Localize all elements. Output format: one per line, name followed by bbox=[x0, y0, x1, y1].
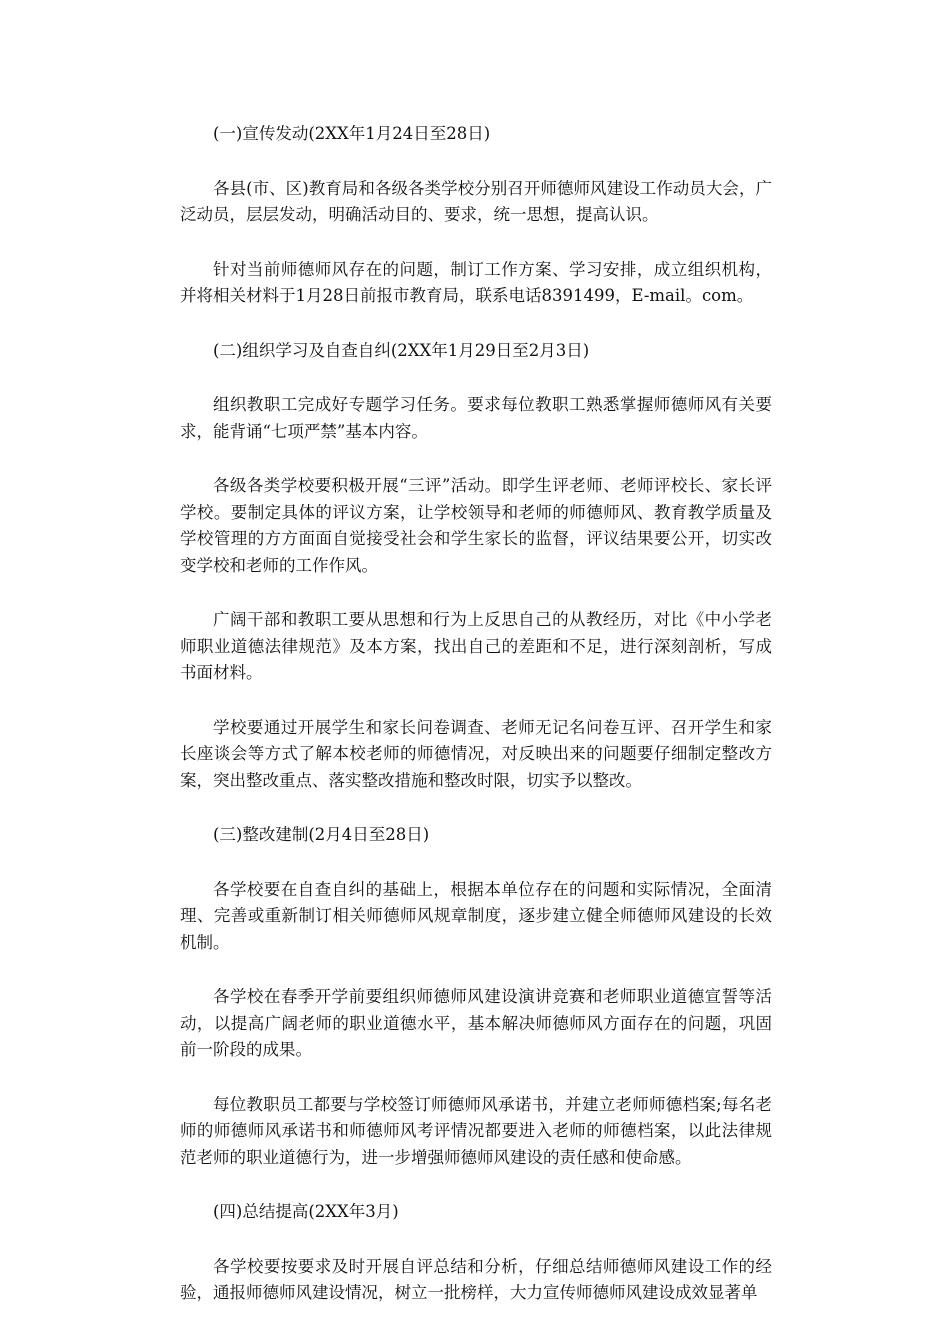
body-paragraph: 各学校要按要求及时开展自评总结和分析，仔细总结师德师风建设工作的经验，通报师德师风建设情况，树立一批榜样，大力宣传师德师风建设成效显著单 bbox=[180, 1256, 772, 1302]
body-paragraph: 组织教职工完成好专题学习任务。要求每位教职工熟悉掌握师德师风有关要求，能背诵“七项严禁”基本内容。 bbox=[180, 395, 772, 441]
section-heading-rectification: (三)整改建制(2月4日至28日) bbox=[213, 825, 430, 844]
body-paragraph: 各学校在春季开学前要组织师德师风建设演讲竞赛和老师职业道德宣誓等活动，以提高广阔老师的职业道德水平，基本解决师德师风方面存在的问题，巩固前一阶段的成果。 bbox=[180, 987, 772, 1059]
body-paragraph: 各县(市、区)教育局和各级各类学校分别召开师德师风建设工作动员大会，广泛动员，层层发动，明确活动目的、要求，统一思想，提高认识。 bbox=[180, 178, 772, 224]
section-heading-study: (二)组织学习及自查自纠(2XX年1月29日至2月3日) bbox=[213, 340, 590, 360]
body-paragraph: 学校要通过开展学生和家长问卷调查、老师无记名问卷互评、召开学生和家长座谈会等方式了解本校老师的师德情况，对反映出来的问题要仔细制定整改方案，突出整改重点、落实整改措施和整改时限，切实予以整改。 bbox=[180, 717, 772, 790]
body-paragraph: 广阔干部和教职工要从思想和行为上反思自己的从教经历，对比《中小学老师职业道德法律规范》及本方案，找出自己的差距和不足，进行深刻剖析，写成书面材料。 bbox=[180, 610, 772, 682]
body-paragraph: 每位教职员工都要与学校签订师德师风承诺书，并建立老师师德档案;每名老师的师德师风承诺书和师德师风考评情况都要进入老师的师德档案，以此法律规范老师的职业道德行为，进一步增强师德师风建设的责任感和使命感。 bbox=[180, 1094, 772, 1167]
body-paragraph: 各级各类学校要积极开展“三评”活动。即学生评老师、老师评校长、家长评学校。要制定具体的评议方案，让学校领导和老师的师德师风、教育教学质量及学校管理的方方面面自觉接受社会和学生家长的监督，评议结果要公开，切实改变学校和老师的工作作风。 bbox=[180, 476, 772, 575]
section-heading-summary: (四)总结提高(2XX年3月) bbox=[213, 1202, 399, 1221]
document-body bbox=[180, 121, 772, 1335]
body-paragraph: 各学校要在自查自纠的基础上，根据本单位存在的问题和实际情况，全面清理、完善或重新制订相关师德师风规章制度，逐步建立健全师德师风建设的长效机制。 bbox=[180, 879, 772, 952]
body-paragraph: 针对当前师德师风存在的问题，制订工作方案、学习安排，成立组织机构，并将相关材料于1月28日前报市教育局，联系电话8391499，E-mail。com。 bbox=[180, 259, 772, 305]
section-heading-publicity: (一)宣传发动(2XX年1月24日至28日) bbox=[213, 124, 491, 143]
